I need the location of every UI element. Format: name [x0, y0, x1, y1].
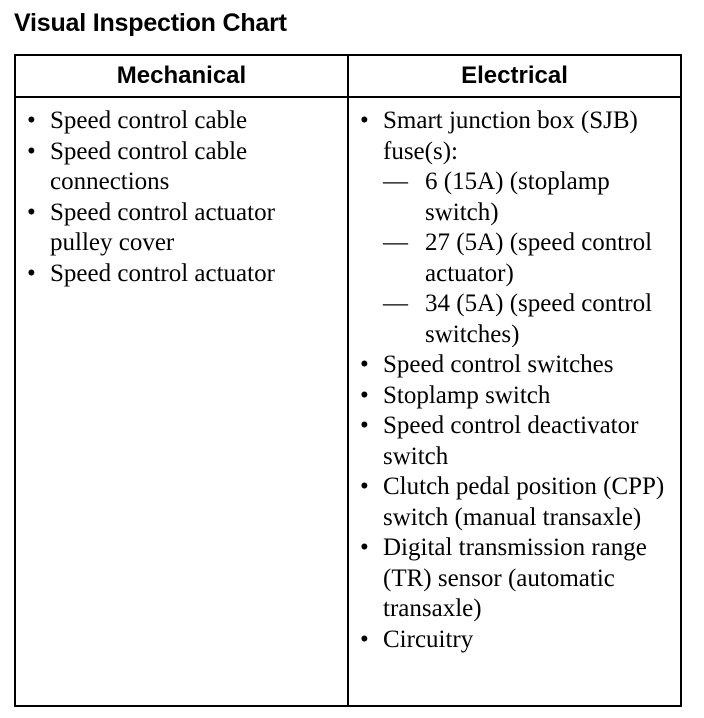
list-item-text: Speed control cable — [50, 107, 248, 134]
page-title: Visual Inspection Chart — [14, 9, 287, 37]
bullet-icon: • — [27, 137, 36, 165]
list-item — [357, 625, 676, 656]
list-item-text: Stoplamp switch — [383, 381, 551, 409]
table-row — [15, 97, 681, 706]
list-item — [24, 259, 343, 290]
mechanical-list — [24, 106, 343, 289]
list-item — [357, 472, 676, 533]
list-item — [24, 198, 343, 259]
sub-list-item-text: 6 (15A) (stoplamp switch) — [425, 168, 610, 226]
bullet-icon: • — [360, 351, 369, 378]
list-item — [24, 137, 343, 198]
column-header-mechanical: Mechanical — [15, 55, 348, 97]
list-item-text: Speed control cable connections — [50, 137, 248, 195]
sub-list-item — [383, 228, 676, 289]
column-header-electrical: Electrical — [348, 55, 681, 97]
list-item-text: Smart junction box (SJB) fuse(s): — [383, 107, 638, 165]
sub-list-item — [383, 289, 676, 350]
list-item-text: Speed control switches — [383, 351, 614, 378]
bullet-icon: • — [27, 107, 36, 134]
dash-icon: — — [383, 168, 408, 195]
list-item — [357, 350, 676, 381]
mechanical-cell — [15, 97, 348, 706]
sub-list-item-text: 27 (5A) (speed control actuator) — [425, 229, 653, 287]
header-row — [15, 55, 681, 97]
list-item-text: Speed control deactivator switch — [383, 412, 639, 470]
dash-icon: — — [383, 290, 408, 317]
bullet-icon: • — [360, 412, 369, 439]
list-item-text: Speed control actuator pulley cover — [50, 198, 275, 256]
dash-icon: — — [383, 229, 408, 256]
bullet-icon: • — [360, 107, 369, 134]
bullet-icon: • — [360, 381, 369, 409]
list-item — [357, 106, 676, 350]
sub-list-item — [383, 167, 676, 228]
list-item — [24, 106, 343, 137]
bullet-icon: • — [27, 259, 36, 287]
list-item-text: Digital transmission range (TR) sensor (automatic transaxle) — [383, 534, 647, 622]
bullet-icon: • — [27, 198, 36, 226]
sub-list — [383, 167, 676, 350]
list-item-text: Circuitry — [383, 625, 474, 653]
bullet-icon: • — [360, 534, 369, 561]
list-item — [357, 411, 676, 472]
list-item-text: Clutch pedal position (CPP) switch (manual transaxle) — [383, 473, 665, 531]
bullet-icon: • — [360, 625, 369, 653]
electrical-list — [357, 106, 676, 655]
list-item — [357, 533, 676, 625]
list-item-text: Speed control actuator — [50, 259, 275, 287]
list-item — [357, 381, 676, 412]
electrical-cell — [348, 97, 681, 706]
bullet-icon: • — [360, 473, 369, 500]
sub-list-item-text: 34 (5A) (speed control switches) — [425, 290, 653, 348]
inspection-table — [14, 54, 682, 707]
